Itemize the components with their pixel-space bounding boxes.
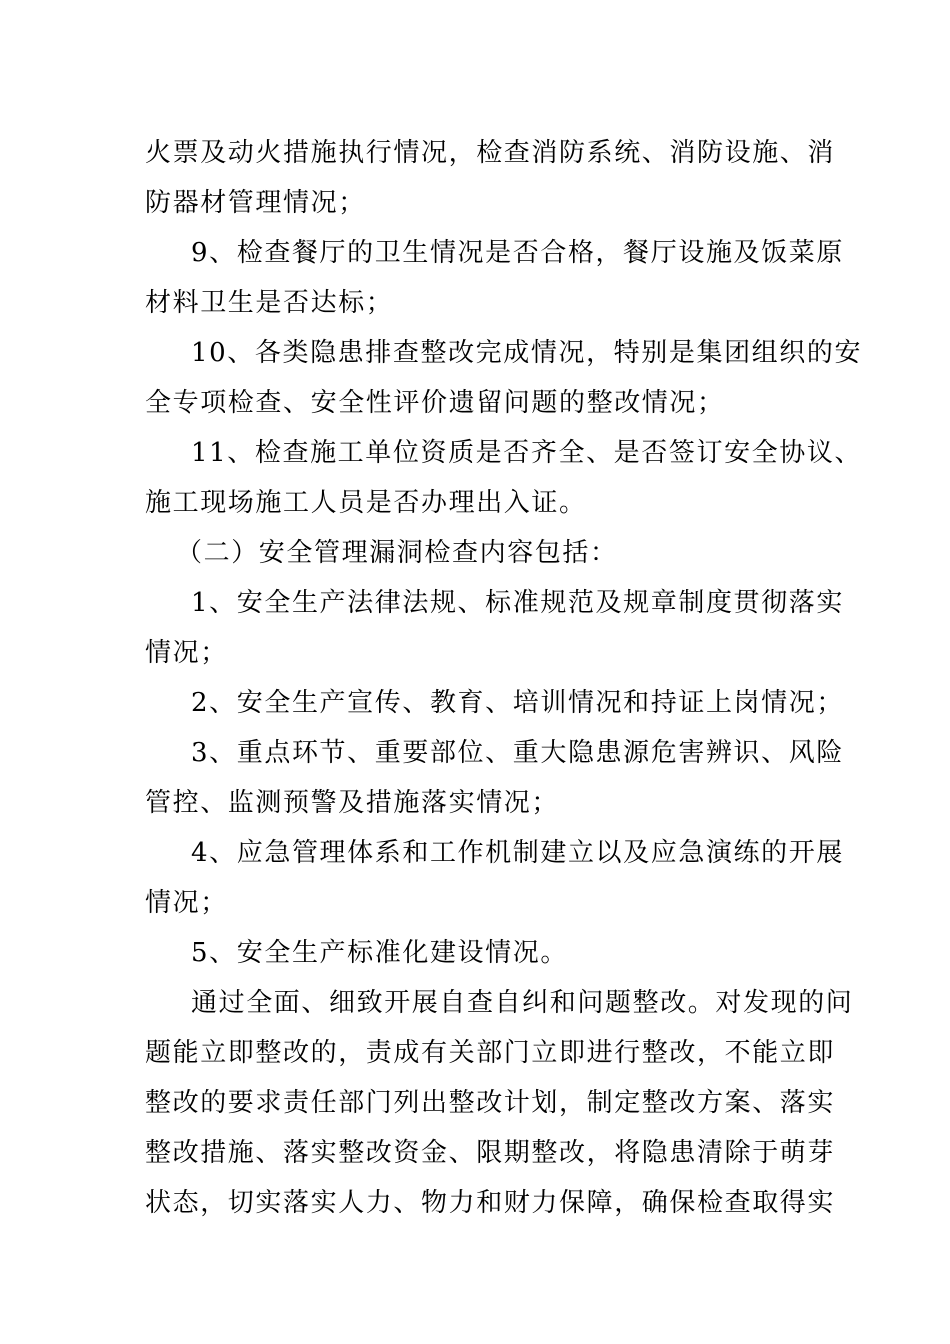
text-line: 情况； xyxy=(145,638,228,668)
section-heading: （二）安全管理漏洞检查内容包括： xyxy=(176,538,618,568)
text-line: 通过全面、细致开展自查自纠和问题整改。对发现的问 xyxy=(191,988,854,1018)
text-line: 4、应急管理体系和工作机制建立以及应急演练的开展 xyxy=(191,838,844,868)
text-line: 情况； xyxy=(145,888,228,918)
text-line: 整改的要求责任部门列出整改计划，制定整改方案、落实 xyxy=(145,1088,836,1118)
text-line: 防器材管理情况； xyxy=(145,188,366,218)
text-line: 5、安全生产标准化建设情况。 xyxy=(191,938,568,968)
text-line: 全专项检查、安全性评价遗留问题的整改情况； xyxy=(145,388,725,418)
text-line: 状态，切实落实人力、物力和财力保障，确保检查取得实 xyxy=(145,1188,836,1218)
text-line: 11、检查施工单位资质是否齐全、是否签订安全协议、 xyxy=(191,438,863,468)
text-line: 2、安全生产宣传、教育、培训情况和持证上岗情况； xyxy=(191,688,844,718)
text-line: 整改措施、落实整改资金、限期整改，将隐患清除于萌芽 xyxy=(145,1138,836,1168)
text-line: 10、各类隐患排查整改完成情况，特别是集团组织的安 xyxy=(191,338,863,368)
text-line: 施工现场施工人员是否办理出入证。 xyxy=(145,488,587,518)
text-line: 管控、监测预警及措施落实情况； xyxy=(145,788,560,818)
text-line: 1、安全生产法律法规、标准规范及规章制度贯彻落实 xyxy=(191,588,844,618)
text-line: 火票及动火措施执行情况，检查消防系统、消防设施、消 xyxy=(145,138,836,168)
text-line: 题能立即整改的，责成有关部门立即进行整改，不能立即 xyxy=(145,1038,836,1068)
text-line: 材料卫生是否达标； xyxy=(145,288,394,318)
text-line: 3、重点环节、重要部位、重大隐患源危害辨识、风险 xyxy=(191,738,844,768)
text-line: 9、检查餐厅的卫生情况是否合格，餐厅设施及饭菜原 xyxy=(191,238,844,268)
